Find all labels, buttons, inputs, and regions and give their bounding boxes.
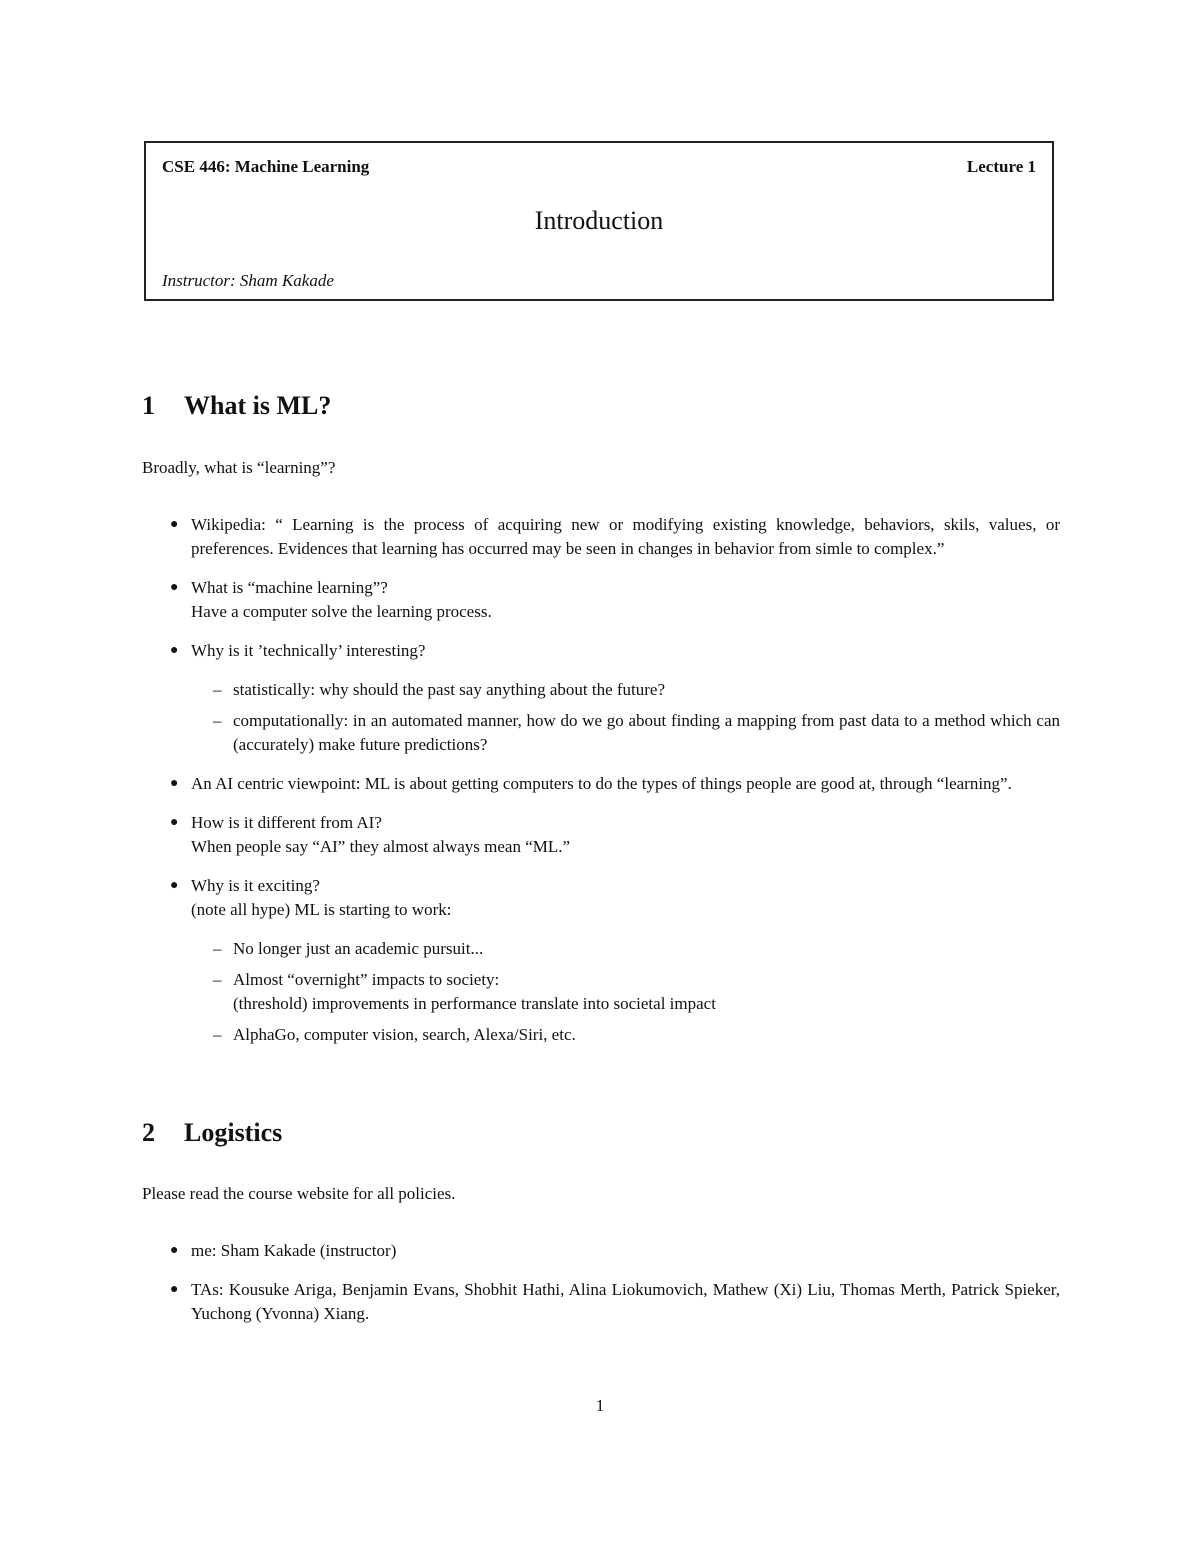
- sub-bullet-statistically: [191, 678, 1060, 702]
- section-1-bullet-list: [142, 513, 1060, 1047]
- bullet-marker: ●: [170, 878, 179, 893]
- bullet-text: Why is it ’technically’ interesting?: [191, 641, 426, 660]
- section-2-bullet-list: [142, 1239, 1060, 1326]
- sub-bullet-overnight-impacts: [191, 968, 1060, 1016]
- dash-marker: –: [213, 939, 222, 958]
- course-title: CSE 446: Machine Learning: [162, 157, 370, 176]
- lecture-title: Introduction: [534, 206, 664, 235]
- bullet-text: (note all hype) ML is starting to work:: [191, 900, 452, 919]
- sub-bullet-computationally: [191, 709, 1060, 757]
- bullet-technically-interesting: [142, 639, 1060, 757]
- bullet-marker: ●: [170, 1282, 179, 1297]
- section-2-heading: [142, 1117, 282, 1149]
- section-1-title: What is ML?: [184, 391, 332, 420]
- dash-marker: –: [213, 970, 222, 989]
- lecture-number: Lecture 1: [966, 157, 1036, 176]
- instructor-line: Instructor: Sham Kakade: [162, 271, 334, 290]
- section-1-heading: [142, 390, 331, 422]
- bullet-machine-learning: [142, 576, 1060, 624]
- bullet-different-from-ai: [142, 811, 1060, 859]
- sub-bullet-text: statistically: why should the past say anything about the future?: [233, 680, 665, 699]
- lecture-header-box: [144, 141, 1054, 301]
- bullet-ai-viewpoint: [142, 772, 1060, 796]
- sub-bullet-list: [191, 937, 1060, 1047]
- bullet-text: How is it different from AI?: [191, 813, 382, 832]
- sub-bullet-academic: [191, 937, 1060, 961]
- bullet-text: When people say “AI” they almost always mean “ML.”: [191, 837, 571, 856]
- bullet-text: Wikipedia: “ Learning is the process of acquiring new or modifying existing knowledge, behaviors, skils, values, or preferences. Evidences that learning has occurred may be seen in changes in behavior from simle to complex.”: [191, 515, 1060, 558]
- sub-bullet-text: computationally: in an automated manner, how do we go about finding a mapping from past data to a method which can (accurately) make future predictions?: [233, 711, 1060, 754]
- bullet-text: me: Sham Kakade (instructor): [191, 1241, 397, 1260]
- page-number: 1: [595, 1396, 605, 1415]
- bullet-text: TAs: Kousuke Ariga, Benjamin Evans, Shobhit Hathi, Alina Liokumovich, Mathew (Xi) Liu, Thomas Merth, Patrick Spieker, Yuchong (Yvonna) Xiang.: [191, 1280, 1060, 1323]
- bullet-text: Have a computer solve the learning process.: [191, 602, 492, 621]
- dash-marker: –: [213, 711, 222, 730]
- bullet-marker: ●: [170, 776, 179, 791]
- bullet-text: Why is it exciting?: [191, 876, 320, 895]
- bullet-text: What is “machine learning”?: [191, 578, 388, 597]
- bullet-instructor: [142, 1239, 1060, 1263]
- bullet-tas: [142, 1278, 1060, 1326]
- sub-bullet-text: No longer just an academic pursuit...: [233, 939, 484, 958]
- section-2-title: Logistics: [184, 1118, 283, 1147]
- bullet-marker: ●: [170, 580, 179, 595]
- sub-bullet-list: [191, 678, 1060, 757]
- dash-marker: –: [213, 1025, 222, 1044]
- sub-bullet-text: Almost “overnight” impacts to society:: [233, 970, 500, 989]
- sub-bullet-text: (threshold) improvements in performance translate into societal impact: [233, 994, 716, 1013]
- dash-marker: –: [213, 680, 222, 699]
- section-1-intro: Broadly, what is “learning”?: [142, 458, 336, 477]
- bullet-text: An AI centric viewpoint: ML is about getting computers to do the types of things people are good at, through “learning”.: [191, 774, 1012, 793]
- bullet-marker: ●: [170, 815, 179, 830]
- bullet-marker: ●: [170, 517, 179, 532]
- bullet-marker: ●: [170, 643, 179, 658]
- section-2-number: 2: [142, 1118, 155, 1147]
- section-2-intro: Please read the course website for all policies.: [142, 1184, 456, 1203]
- bullet-wikipedia: [142, 513, 1060, 561]
- sub-bullet-examples: [191, 1023, 1060, 1047]
- bullet-marker: ●: [170, 1243, 179, 1258]
- bullet-why-exciting: [142, 874, 1060, 1047]
- section-1-number: 1: [142, 391, 155, 420]
- sub-bullet-text: AlphaGo, computer vision, search, Alexa/Siri, etc.: [233, 1025, 576, 1044]
